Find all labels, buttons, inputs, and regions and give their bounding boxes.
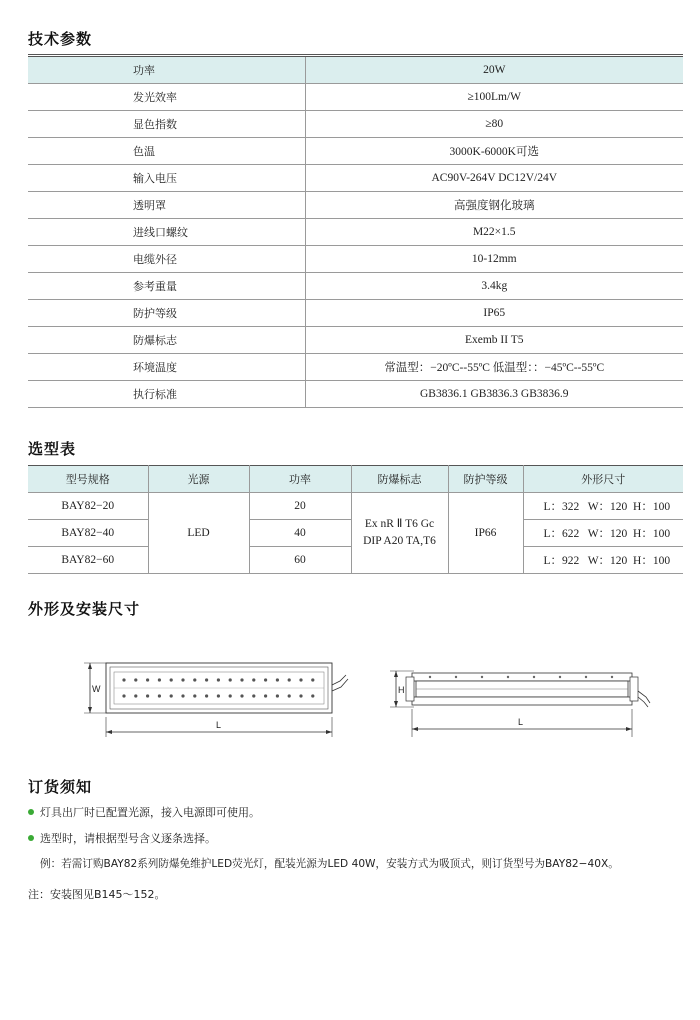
power-cell: 60: [249, 547, 351, 574]
model-cell: BAY82−60: [28, 547, 148, 574]
mount-dot: [481, 676, 483, 678]
table-row: [28, 273, 683, 300]
table-row: [28, 138, 683, 165]
spec-value: ≥100Lm/W: [305, 84, 683, 111]
led-dot: [181, 678, 184, 681]
led-dot: [122, 678, 125, 681]
table-row: [28, 381, 683, 408]
spec-label: 透明罩: [28, 192, 305, 219]
spec-label: 输入电压: [28, 165, 305, 192]
power-cell: 20: [249, 493, 351, 520]
spec-label: 进线口螺纹: [28, 219, 305, 246]
table-row: [28, 165, 683, 192]
spec-value: AC90V-264V DC12V/24V: [305, 165, 683, 192]
ex-mark-cell: [351, 493, 448, 574]
table-row: [28, 300, 683, 327]
selection-table: [28, 465, 683, 574]
col-header-power: 功率: [249, 466, 351, 493]
ex-mark-line1: Ex nR Ⅱ T6 Gc: [364, 518, 435, 530]
led-dot: [276, 678, 279, 681]
spec-label: 发光效率: [28, 84, 305, 111]
spec-value: IP65: [305, 300, 683, 327]
spec-table: [28, 56, 683, 408]
spec-value: 20W: [305, 57, 683, 84]
led-dot: [205, 678, 208, 681]
led-dot: [252, 694, 255, 697]
label-w: W: [92, 684, 101, 694]
led-dot: [193, 678, 196, 681]
table-row: [28, 84, 683, 111]
col-header-protection: 防护等级: [448, 466, 523, 493]
selection-section-title: 选型表: [28, 440, 77, 458]
led-dot: [158, 678, 161, 681]
table-row: [28, 219, 683, 246]
mount-dot: [611, 676, 613, 678]
spec-label: 执行标准: [28, 381, 305, 408]
led-dot: [134, 694, 137, 697]
led-dot: [181, 694, 184, 697]
led-dot: [217, 678, 220, 681]
led-dot: [146, 694, 149, 697]
spec-label: 防护等级: [28, 300, 305, 327]
led-dot: [229, 694, 232, 697]
spec-label: 色温: [28, 138, 305, 165]
led-dot: [122, 694, 125, 697]
mount-dot: [559, 676, 561, 678]
table-row: [28, 493, 683, 520]
ordering-example: 例：若需订购BAY82系列防爆免维护LED荧光灯，配装光源为LED 40W，安装方式为吸顶式，则订货型号为BAY82−40X。: [40, 858, 619, 870]
spec-label: 环境温度: [28, 354, 305, 381]
led-dot: [240, 694, 243, 697]
led-dot: [158, 694, 161, 697]
table-row: [28, 354, 683, 381]
spec-value: 10-12mm: [305, 246, 683, 273]
led-dot: [170, 678, 173, 681]
spec-value: M22×1.5: [305, 219, 683, 246]
led-dot: [229, 678, 232, 681]
spec-label: 功率: [28, 57, 305, 84]
led-dot: [252, 678, 255, 681]
col-header-ex-mark: 防爆标志: [351, 466, 448, 493]
led-dot: [288, 694, 291, 697]
side-view-drawing: [384, 645, 664, 745]
led-dot: [146, 678, 149, 681]
mount-dot: [507, 676, 509, 678]
led-dot: [217, 694, 220, 697]
led-dot: [205, 694, 208, 697]
ordering-section-title: 订货须知: [28, 778, 93, 796]
section-rule: [28, 54, 683, 55]
mount-dot: [429, 676, 431, 678]
led-dot: [193, 694, 196, 697]
ordering-bullet-1: [28, 804, 260, 820]
led-dot: [264, 694, 267, 697]
selection-header-row: [28, 466, 683, 493]
led-dot: [240, 678, 243, 681]
spec-value: 3000K-6000K可选: [305, 138, 683, 165]
label-l-side: L: [518, 717, 524, 727]
table-row: [28, 327, 683, 354]
table-row: [28, 111, 683, 138]
spec-value: Exemb II T5: [305, 327, 683, 354]
spec-label: 防爆标志: [28, 327, 305, 354]
led-dot: [276, 694, 279, 697]
mount-dot: [585, 676, 587, 678]
ordering-bullet-1-text: 灯具出厂时已配置光源，接入电源即可使用。: [40, 806, 260, 819]
spec-label: 参考重量: [28, 273, 305, 300]
spec-value: GB3836.1 GB3836.3 GB3836.9: [305, 381, 683, 408]
mount-dot: [455, 676, 457, 678]
led-dot: [299, 694, 302, 697]
front-view-drawing: [78, 645, 368, 745]
col-header-model: 型号规格: [28, 466, 148, 493]
label-l-front: L: [216, 720, 222, 730]
led-dot: [288, 678, 291, 681]
table-row: [28, 192, 683, 219]
model-cell: BAY82−20: [28, 493, 148, 520]
light-source-cell: LED: [148, 493, 249, 574]
led-dot: [264, 678, 267, 681]
led-dot: [170, 694, 173, 697]
col-header-dimensions: 外形尺寸: [523, 466, 683, 493]
spec-value: ≥80: [305, 111, 683, 138]
mount-dot: [533, 676, 535, 678]
label-h: H: [398, 685, 405, 695]
model-cell: BAY82−40: [28, 520, 148, 547]
tech-section-title: 技术参数: [28, 30, 93, 48]
spec-label: 显色指数: [28, 111, 305, 138]
col-header-light-source: 光源: [148, 466, 249, 493]
power-cell: 40: [249, 520, 351, 547]
led-dot: [311, 694, 314, 697]
spec-value: 高强度钢化玻璃: [305, 192, 683, 219]
table-row: [28, 57, 683, 84]
spec-value: 3.4kg: [305, 273, 683, 300]
led-dot: [134, 678, 137, 681]
spec-label: 电缆外径: [28, 246, 305, 273]
dimensions-section-title: 外形及安装尺寸: [28, 600, 141, 618]
table-row: [28, 246, 683, 273]
led-dot: [299, 678, 302, 681]
dimension-cell: L：322 W：120 H：100: [523, 493, 683, 520]
bullet-dot-icon: [28, 809, 34, 815]
ordering-bullet-2-text: 选型时，请根据型号含义逐条选择。: [40, 832, 216, 845]
ex-mark-line2: DIP A20 TA,T6: [363, 535, 436, 547]
protection-cell: IP66: [448, 493, 523, 574]
ordering-bullet-2: [28, 830, 216, 846]
bullet-dot-icon: [28, 835, 34, 841]
dimension-cell: L：922 W：120 H：100: [523, 547, 683, 574]
spec-value: 常温型：−20ºC--55ºC 低温型：：−45ºC--55ºC: [305, 354, 683, 381]
dimension-cell: L：622 W：120 H：100: [523, 520, 683, 547]
led-dot: [311, 678, 314, 681]
installation-note: 注：安装图见B145～152。: [28, 888, 166, 901]
